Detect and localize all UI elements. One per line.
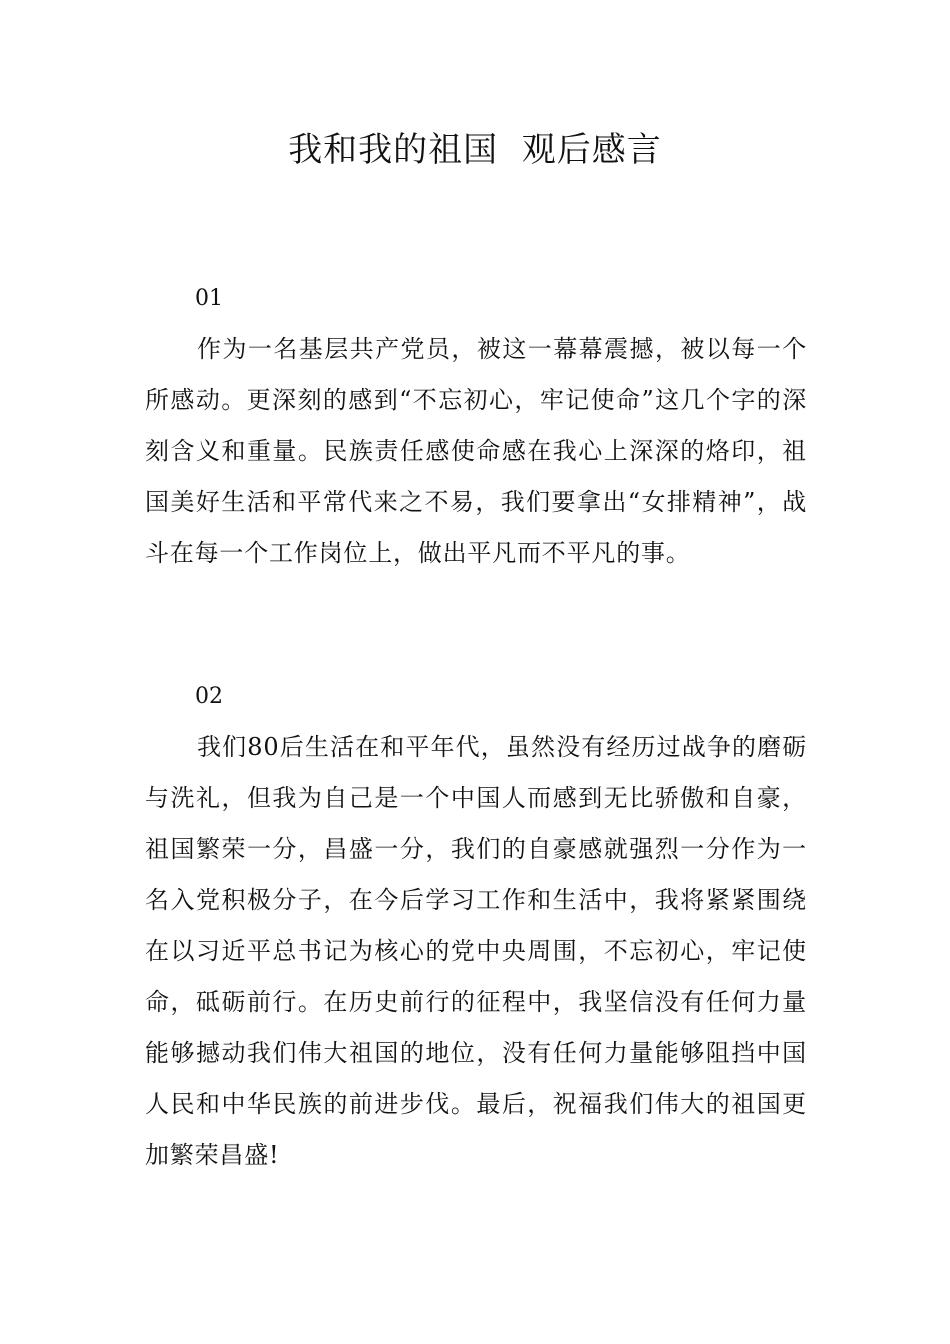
section-paragraph: 作为一名基层共产党员，被这一幕幕震撼，被以每一个所感动。更深刻的感到“不忘初心，牢记使命”这几个字的深刻含义和重量。民族责任感使命感在我心上深深的烙印，祖国美好生活和平常代来之不易，我们要拿出“女排精神”，战斗在每一个工作岗位上，做出平凡而不平凡的事。: [145, 335, 807, 567]
section-number: 02: [195, 684, 223, 709]
section-paragraph: 我们80后生活在和平年代，虽然没有经历过战争的磨砺与洗礼，但我为自己是一个中国人而感到无比骄傲和自豪，祖国繁荣一分，昌盛一分，我们的自豪感就强烈一分作为一名入党积极分子，在今后学习工作和生活中，我将紧紧围绕在以习近平总书记为核心的党中央周围，不忘初心，牢记使命，砥砺前行。在历史前行的征程中，我坚信没有任何力量能够撼动我们伟大祖国的地位，没有任何力量能够阻挡中国人民和中华民族的前进步伐。最后，祝福我们伟大的祖国更加繁荣昌盛!: [145, 733, 807, 1169]
section-number: 01: [195, 286, 223, 311]
document-title: 我和我的祖国 观后感言: [288, 130, 662, 170]
